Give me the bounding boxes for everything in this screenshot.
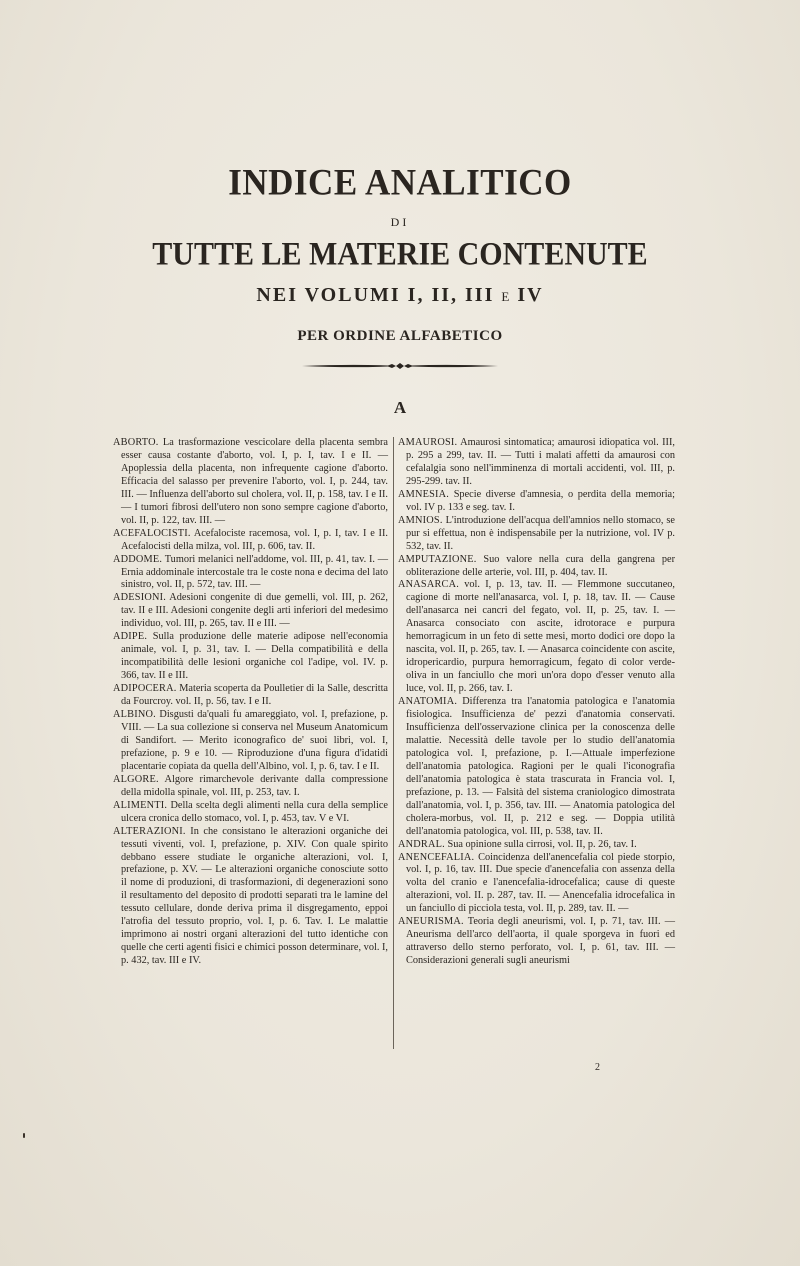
title-line-4	[0, 284, 800, 307]
index-entry	[398, 437, 675, 489]
entry-text: La trasformazione vescicolare della placenta sembra esser causa costante d'aborto, vol. I, p. I, tav. I e II. — Apoplessia della placenta, non infrequente cagione d'aborto. Efficacia del salasso per prevenire l'aborto, vol. I, p. 244, tav. III. — Influenza dell'aborto sul cholera, vol. II, p. 158, tav. I e II. — I tumori fibrosi dell'utero non sono sempre cagione d'aborto, vol. II, p. 122, tav. III. —	[121, 437, 388, 526]
index-entry	[398, 554, 675, 580]
entry-heading: AMNESIA.	[398, 488, 450, 500]
entry-text: Specie diverse d'amnesia, o perdita della memoria; vol. IV p. 133 e seg. tav. I.	[406, 488, 675, 513]
title-last-volume: IV	[517, 284, 544, 306]
index-entry	[113, 554, 388, 593]
index-entry	[398, 916, 675, 968]
entry-text: Sulla produzione delle materie adipose nell'economia animale, vol. I, p. 31, tav. I. — Della compatibilità e della incompatibilità delle lesioni organiche col l'adipe, vol. IV. p. 366, tav. II e III.	[121, 631, 388, 682]
entry-text: Materia scoperta da Poulletier di la Salle, descritta da Fourcroy. vol. II, p. 56, tav. I e II.	[121, 683, 388, 708]
index-entry	[113, 592, 388, 631]
entry-heading: AMPUTAZIONE.	[398, 553, 477, 565]
entry-heading: ANDRAL.	[398, 838, 445, 850]
title-line-5: PER ORDINE ALFABETICO	[297, 328, 503, 344]
entry-heading: ALIMENTI.	[113, 799, 168, 811]
title-line-1: INDICE ANALITICO	[228, 162, 572, 203]
entry-heading: ALGORE.	[113, 773, 159, 785]
entry-heading: ADIPOCERA.	[113, 683, 177, 695]
entry-text: Coincidenza dell'anencefalia col piede storpio, vol. I, p. 16, tav. III. Due specie d'anencefalia con assenza della volta del cranio e l'anencefalia-idrocefalica; cause di queste alterazioni, vol. II. p. 287, tav. II. — Anencefalia idrocefalica in un fanciullo di picciola testa, vol. II, p. 289, tav. II. —	[406, 851, 675, 915]
entry-text: Suo valore nella cura della gangrena per obliterazione delle arterie, vol. III, p. 404, tav. II.	[406, 553, 675, 578]
index-entry	[398, 489, 675, 515]
entry-text: vol. I, p. 13, tav. II. — Flemmone succutaneo, cagione di morte nell'anasarca, vol. I, p. 18, tav. II. — Cause dell'anasarca nei cancri del fegato, vol. II, p. 25, tav. I. — Anasarca consociato con ascite, idrotorace e purpura hemorragicum in un feto di sette mesi, morto dodici ore dopo la nascita, vol. II, p. 265, tav. I. — Anasarca coincidente con ascite, idropericardio, purpura hemorragicum, fegato di color verde-oliva in un fanciullo che morì un'ora dopo d'esser venuto alla luce, vol. II, p. 266, tav. I.	[406, 579, 675, 695]
entry-text: Algore rimarchevole derivante dalla compressione della midolla spinale, vol. III, p. 253, tav. I.	[121, 773, 388, 798]
left-column	[113, 437, 388, 968]
entry-heading: ANEURISMA.	[398, 916, 464, 928]
title-line-3: TUTTE LE MATERIE CONTENUTE	[152, 236, 648, 273]
entry-text: Differenza tra l'anatomia patologica e l'anatomia fisiologica. Insufficienza de' pezzi d'anatomia conservati. Insufficienza dell'osservazione clinica per la conoscenza delle malattie. Necessità delle tavole per lo studio dell'anatomia patologica vol. I, prefazione, p. I.—Attuale imperfezione dell'anatomia patologica. Ragioni per le quali l'iconografia dell'anatomia patologica è stata trascurata in Francia vol. I, prefazione, p. 13. — Falsità del sistema craniologico dimostrata dall'anatomia, vol. I, p. 356, tav. III. — Anatomia patologica del cholera-morbus, vol. II, p. 212 e seg. — Doppia utilità dell'anatomia patologica, vol. III, p. 538, tav. II.	[406, 696, 675, 837]
entry-text: Tumori melanici nell'addome, vol. III, p. 41, tav. I. — Ernia addominale intercostale tra le coste nona e decima del lato sinistro, vol. II, p. 572, tav. III. —	[121, 553, 388, 591]
entry-text: Acefalociste racemosa, vol. I, p. I, tav. I e II. Acefalocisti della milza, vol. III, p. 606, tav. II.	[121, 527, 388, 552]
entry-text: Amaurosi sintomatica; amaurosi idiopatica vol. III, p. 295 a 299, tav. II. — Tutti i malati affetti da amaurosi con cefalalgia sono nell'imminenza di mortali accidenti, vol. III, p. 295-299. tav. II.	[406, 437, 675, 487]
entry-text: Sua opinione sulla cirrosi, vol. II, p. 26, tav. I.	[444, 838, 637, 850]
entry-heading: ADESIONI.	[113, 592, 166, 604]
entry-heading: ANASARCA.	[398, 579, 460, 591]
right-column	[398, 437, 675, 968]
entry-text: Della scelta degli alimenti nella cura della semplice ulcera cronica dello stomaco, vol. I, p. 453, tav. V e VI.	[121, 799, 388, 824]
entry-heading: AMNIOS.	[398, 514, 443, 526]
entry-heading: ACEFALOCISTI.	[113, 527, 191, 539]
index-entry	[113, 709, 388, 774]
index-entry	[113, 631, 388, 683]
title-volumes: NEI VOLUMI I, II, III	[256, 284, 495, 306]
ink-speck	[23, 1133, 25, 1138]
entry-text: Teoria degli aneurismi, vol. I, p. 71, tav. III. — Aneurisma dell'arco dell'aorta, il quale sporgeva in fuori ed attraverso dello sterno perforato, vol. I, p. 61, tav. III. — Considerazioni generali sugli aneurismi	[406, 916, 675, 967]
index-entry	[113, 437, 388, 528]
index-entry	[113, 800, 388, 826]
entry-heading: AMAUROSI.	[398, 437, 458, 448]
index-entry	[398, 579, 675, 696]
index-entry	[398, 515, 675, 554]
index-entry	[398, 696, 675, 838]
entry-heading: ADDOME.	[113, 553, 163, 565]
section-letter: A	[393, 398, 407, 417]
index-entry	[113, 826, 388, 968]
index-entry	[113, 683, 388, 709]
entry-heading: ANENCEFALIA.	[398, 851, 475, 863]
entry-text: Disgusti da'quali fu amareggiato, vol. I, prefazione, p. VIII. — La sua collezione si conserva nel Museum Anatomicum di Sandifort. — Merito iconografico de' suoi libri, vol. I, prefazione, p. 9 e 10. — Riproduzione d'una figura d'idatidi placentarie copiata da quella dell'Albino, vol. I, p. 6, tav. I e II.	[121, 709, 388, 772]
index-entry	[398, 852, 675, 917]
entry-heading: ALBINO.	[113, 709, 156, 721]
entry-heading: ABORTO.	[113, 437, 159, 448]
entry-heading: ANATOMIA.	[398, 696, 458, 708]
entry-text: Adesioni congenite di due gemelli, vol. III, p. 262, tav. II e III. Adesioni congenite degli arti inferiori del medesimo individuo, vol. III, p. 265, tav. II e III. —	[121, 592, 388, 630]
title-and: E	[501, 289, 511, 304]
index-entry	[113, 774, 388, 800]
index-entry	[398, 839, 675, 852]
page-signature: 2	[595, 1062, 600, 1073]
entry-text: L'introduzione dell'acqua dell'amnios nello stomaco, se pur si effettua, non è indispensabile per la nutrizione, vol. IV p. 532, tav. II.	[406, 514, 675, 552]
entry-text: In che consistano le alterazioni organiche dei tessuti viventi, vol. I, prefazione, p. XIV. Con quale spirito debbano essere studiate le organiche alterazioni, vol. I, prefazione, p. XV. — Le alterazioni organiche conosciute sotto il nome di produzioni, di trasformazioni, di degenerazioni sono il resultamento del deposito di prodotti separati tra le lamine del tessuto cellulare, donde deriva prima il disgregamento, eppoi l'atrofia del tessuto proprio, vol. I, p. 6. Tav. I. Le malattie imprimono ai nostri organi alterazioni del tutto identiche con quelle che certi agenti fisici e chimici posson determinare, vol. I, p. 432, tav. III e IV.	[121, 825, 388, 967]
title-line-2: DI	[390, 215, 410, 229]
entry-heading: ALTERAZIONI.	[113, 825, 186, 837]
entry-heading: ADIPE.	[113, 631, 148, 643]
column-divider	[393, 437, 394, 1049]
index-entry	[113, 528, 388, 554]
ornament-divider-icon	[300, 360, 500, 372]
